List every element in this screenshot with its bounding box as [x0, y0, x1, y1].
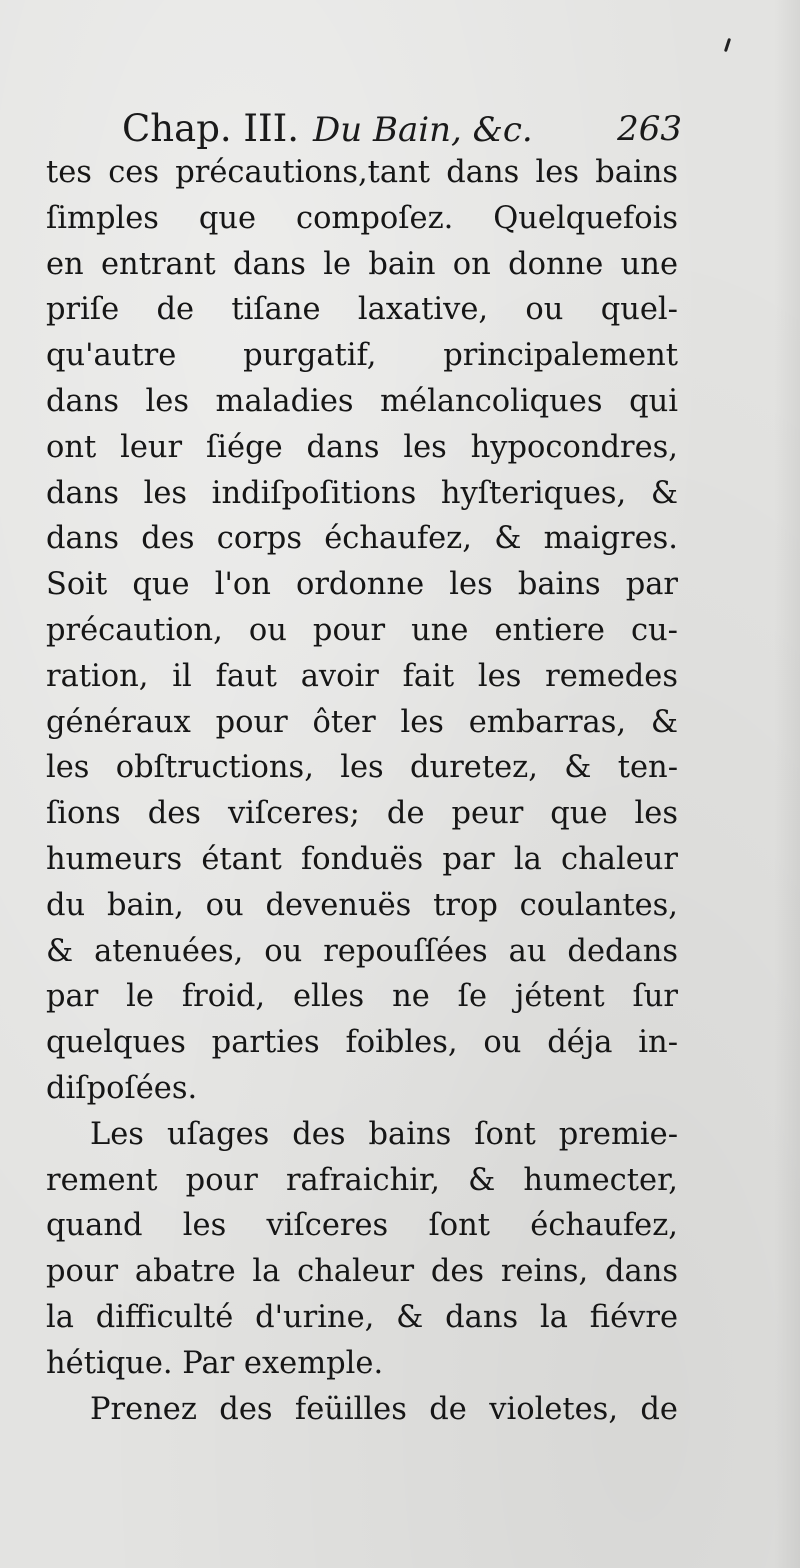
text-line: dans les maladies mélancoliques qui — [46, 383, 678, 419]
text-line: ration, il faut avoir fait les remedes — [46, 658, 678, 694]
text-line: humeurs étant fonduës par la chaleur — [46, 841, 678, 877]
text-line: Prenez des feüilles de violetes, de — [90, 1391, 678, 1427]
text-line: du bain, ou devenuës trop coulantes, — [46, 887, 678, 923]
running-title: Du Bain, &c. — [313, 110, 533, 150]
text-line: par le froid, elles ne ſe jétent ſur — [46, 979, 678, 1015]
text-line: en entrant dans le bain on donne une — [46, 246, 678, 282]
page-edge-shadow — [774, 0, 800, 1568]
text-line: & atenuées, ou repouſſées au dedans — [46, 933, 678, 969]
text-line: diſpoſées. — [46, 1070, 198, 1106]
text-line: quelques parties foibles, ou déja in- — [46, 1025, 678, 1061]
running-header — [122, 104, 682, 154]
text-line: dans des corps échaufez, & maigres. — [46, 521, 678, 557]
text-line: les obſtructions, les duretez, & ten- — [46, 750, 678, 786]
text-line: ſimples que compoſez. Quelquefois — [46, 200, 678, 236]
text-line: ont leur ſiége dans les hypocondres, — [46, 429, 678, 465]
text-line: généraux pour ôter les embarras, & — [46, 704, 678, 740]
ink-mark — [724, 38, 731, 52]
text-line: hétique. Par exemple. — [46, 1345, 384, 1381]
text-line: la difficulté d'urine, & dans la fiévre — [46, 1299, 678, 1335]
text-line: Soit que l'on ordonne les bains par — [46, 567, 678, 603]
text-line: dans les indiſpoſitions hyſteriques, & — [46, 475, 678, 511]
text-line: tes ces précautions,tant dans les bains — [46, 155, 678, 190]
text-line: précaution, ou pour une entiere cu- — [46, 612, 678, 648]
page-number: 263 — [617, 109, 682, 149]
text-line: pour abatre la chaleur des reins, dans — [46, 1254, 678, 1290]
text-line: rement pour rafraichir, & humecter, — [46, 1162, 678, 1198]
body-text — [46, 150, 678, 1432]
text-line: priſe de tiſane laxative, ou quel- — [46, 292, 678, 328]
text-line: quand les viſceres ſont échaufez, — [46, 1208, 678, 1244]
text-line: ſions des viſceres; de peur que les — [46, 796, 678, 832]
chapter-label: Chap. III. — [122, 107, 300, 150]
text-line: qu'autre purgatif, principalement — [46, 338, 678, 374]
text-line: Les uſages des bains ſont premie- — [90, 1116, 678, 1152]
